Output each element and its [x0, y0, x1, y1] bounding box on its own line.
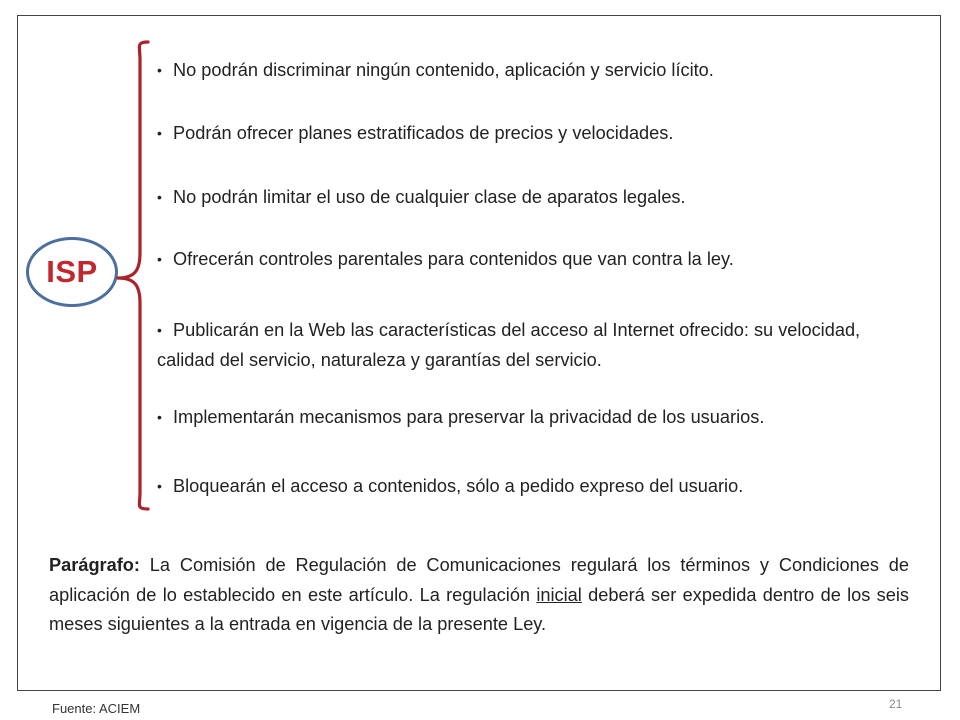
curly-brace-path — [118, 42, 148, 509]
bullet-dot-icon: • — [157, 62, 162, 78]
bullet-text: No podrán limitar el uso de cualquier clase de aparatos legales. — [173, 187, 686, 207]
bullet-item — [157, 244, 734, 274]
bullet-item — [157, 471, 743, 501]
bullet-dot-icon: • — [157, 478, 162, 494]
isp-ellipse — [26, 237, 118, 307]
paragraph-label: Parágrafo: — [49, 555, 140, 575]
page-number: 21 — [889, 697, 903, 711]
paragraph-underlined-word: inicial — [536, 584, 582, 605]
bullet-text: Publicarán en la Web las características del acceso al Internet ofrecido: su velocidad, calidad del servicio, naturaleza y garantías del servicio. — [157, 320, 861, 370]
bullet-item — [157, 315, 917, 375]
bullet-dot-icon: • — [157, 125, 162, 141]
curly-brace — [110, 38, 160, 513]
isp-label: ISP — [46, 254, 98, 289]
footer-source: Fuente: ACIEM — [52, 701, 141, 716]
bullet-item — [157, 55, 714, 85]
bullet-text: Bloquearán el acceso a contenidos, sólo a pedido expreso del usuario. — [173, 476, 744, 496]
bullet-text: No podrán discriminar ningún contenido, aplicación y servicio lícito. — [173, 60, 714, 80]
bullet-dot-icon: • — [157, 409, 162, 425]
bullet-item — [157, 402, 764, 432]
paragraph-block — [49, 551, 909, 640]
paragraph-text-before: La Comisión de Regulación de Comunicaciones regulará los términos y Condiciones de aplicación de lo establecido en este artículo. La regulación — [49, 555, 909, 605]
bullet-dot-icon: • — [157, 189, 162, 205]
paragraph-text-after: deberá ser expedida dentro de los seis meses siguientes a la entrada en vigencia de la presente Ley. — [49, 584, 909, 634]
bullet-item — [157, 182, 686, 212]
bullet-text: Implementarán mecanismos para preservar la privacidad de los usuarios. — [173, 407, 765, 427]
bullet-text: Podrán ofrecer planes estratificados de precios y velocidades. — [173, 123, 674, 143]
bullet-text: Ofrecerán controles parentales para contenidos que van contra la ley. — [173, 249, 734, 269]
bullet-dot-icon: • — [157, 322, 162, 338]
bullet-item — [157, 118, 673, 148]
bullet-dot-icon: • — [157, 251, 162, 267]
